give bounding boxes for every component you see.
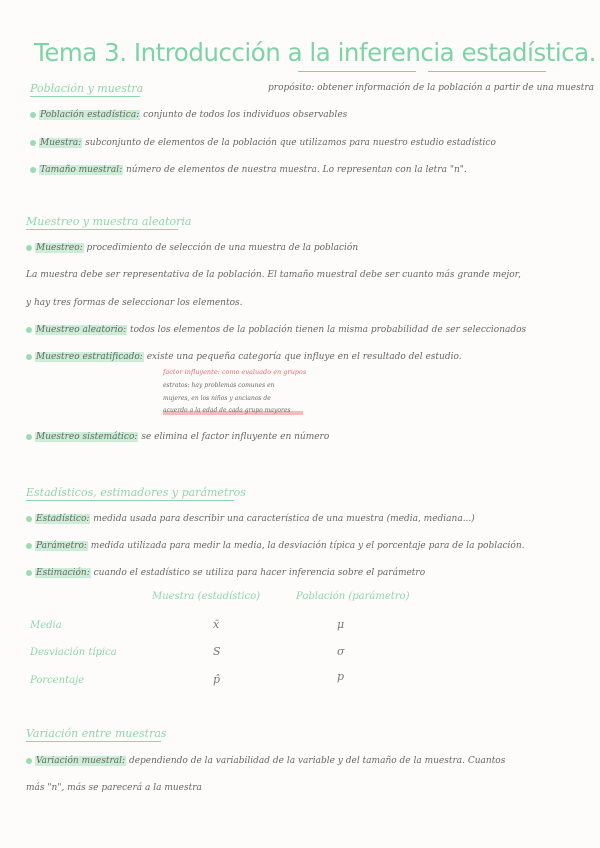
title-underline xyxy=(298,71,416,72)
term: Estadístico: xyxy=(36,514,90,524)
list-item xyxy=(26,243,358,253)
list-item xyxy=(30,110,347,120)
definition: procedimiento de selección de una muestra de la población xyxy=(86,243,359,253)
table-cell-population: p xyxy=(337,670,345,683)
bullet-icon xyxy=(26,245,32,251)
term: Muestreo sistemático: xyxy=(36,432,138,442)
definition: existe una pequeña categoría que influye en el resultado del estudio. xyxy=(146,352,462,362)
term: Muestreo: xyxy=(36,243,83,253)
section-heading-muestreo: Muestreo y muestra aleatoria xyxy=(26,215,192,228)
term: Parámetro: xyxy=(36,541,87,551)
section-heading-poblacion: Población y muestra xyxy=(30,82,144,95)
list-item xyxy=(30,138,496,148)
term: Estimación: xyxy=(36,568,90,578)
note-line: acuerdo a la edad de cada grupo mayores xyxy=(163,407,291,414)
term: Muestreo estratificado: xyxy=(36,352,143,362)
section-heading-estadisticos: Estadísticos, estimadores y parámetros xyxy=(26,486,246,499)
definition: se elimina el factor influyente en número xyxy=(141,432,330,442)
table-cell-population: μ xyxy=(337,618,345,631)
definition: conjunto de todos los individuos observables xyxy=(143,110,348,120)
definition: todos los elementos de la población tienen la misma probabilidad de ser seleccionados xyxy=(129,325,527,335)
paragraph: y hay tres formas de seleccionar los elementos. xyxy=(26,298,243,308)
bullet-icon xyxy=(26,516,32,522)
bullet-icon xyxy=(26,570,32,576)
term: Muestra: xyxy=(40,138,82,148)
bullet-icon xyxy=(26,327,32,333)
bullet-icon xyxy=(30,167,36,173)
title-underline-2 xyxy=(428,71,546,72)
purpose-note: propósito: obtener información de la población a partir de una muestra xyxy=(268,83,594,93)
list-item xyxy=(26,756,505,766)
term: Muestreo aleatorio: xyxy=(36,325,127,335)
table-row-label: Desviación típica xyxy=(30,647,117,658)
bullet-icon xyxy=(26,758,32,764)
list-item xyxy=(30,165,467,175)
note-line: estratos: hay problemas comunes en xyxy=(163,382,275,389)
table-row-label: Media xyxy=(30,620,62,631)
list-item xyxy=(26,541,524,551)
bullet-icon xyxy=(26,543,32,549)
heading-underline xyxy=(26,229,178,230)
definition: medida usada para describir una característica de una muestra (media, mediana...) xyxy=(93,514,475,524)
table-col-header-sample: Muestra (estadístico) xyxy=(152,591,261,602)
note-line: factor influyente: como evaluado en grupos xyxy=(163,368,307,376)
heading-underline xyxy=(26,741,161,742)
list-item xyxy=(26,432,329,442)
bullet-icon xyxy=(30,112,36,118)
table-cell-sample: x̄ xyxy=(213,618,220,631)
table-cell-population: σ xyxy=(337,645,345,658)
table-cell-sample: p̂ xyxy=(213,673,221,686)
list-item xyxy=(26,568,425,578)
section-heading-variacion: Variación entre muestras xyxy=(26,727,167,740)
heading-underline xyxy=(30,96,140,97)
heading-underline xyxy=(26,500,234,501)
paragraph: más "n", más se parecerá a la muestra xyxy=(26,783,202,793)
definition: cuando el estadístico se utiliza para hacer inferencia sobre el parámetro xyxy=(93,568,426,578)
definition: subconjunto de elementos de la población que utilizamos para nuestro estudio estadístico xyxy=(85,138,496,148)
list-item xyxy=(26,352,462,362)
list-item xyxy=(26,514,475,524)
bullet-icon xyxy=(26,434,32,440)
table-cell-sample: S xyxy=(213,645,221,658)
table-col-header-population: Población (parámetro) xyxy=(296,591,410,602)
table-row-label: Porcentaje xyxy=(30,675,85,686)
note-line: mujeres, en los niños y ancianos de xyxy=(163,395,271,402)
bullet-icon xyxy=(26,354,32,360)
term: Tamaño muestral: xyxy=(40,165,123,175)
definition: dependiendo de la variabilidad de la variable y del tamaño de la muestra. Cuantos xyxy=(128,756,506,766)
list-item xyxy=(26,325,526,335)
term: Población estadística: xyxy=(40,110,140,120)
definition: medida utilizada para medir la media, la desviación típica y el porcentaje para de la población. xyxy=(90,541,525,551)
paragraph: La muestra debe ser representativa de la población. El tamaño muestral debe ser cuanto más grande mejor, xyxy=(26,270,521,280)
page-title: Tema 3. Introducción a la inferencia estadística. xyxy=(34,38,596,67)
bullet-icon xyxy=(30,140,36,146)
definition: número de elementos de nuestra muestra. Lo representan con la letra "n". xyxy=(126,165,467,175)
term: Variación muestral: xyxy=(36,756,126,766)
